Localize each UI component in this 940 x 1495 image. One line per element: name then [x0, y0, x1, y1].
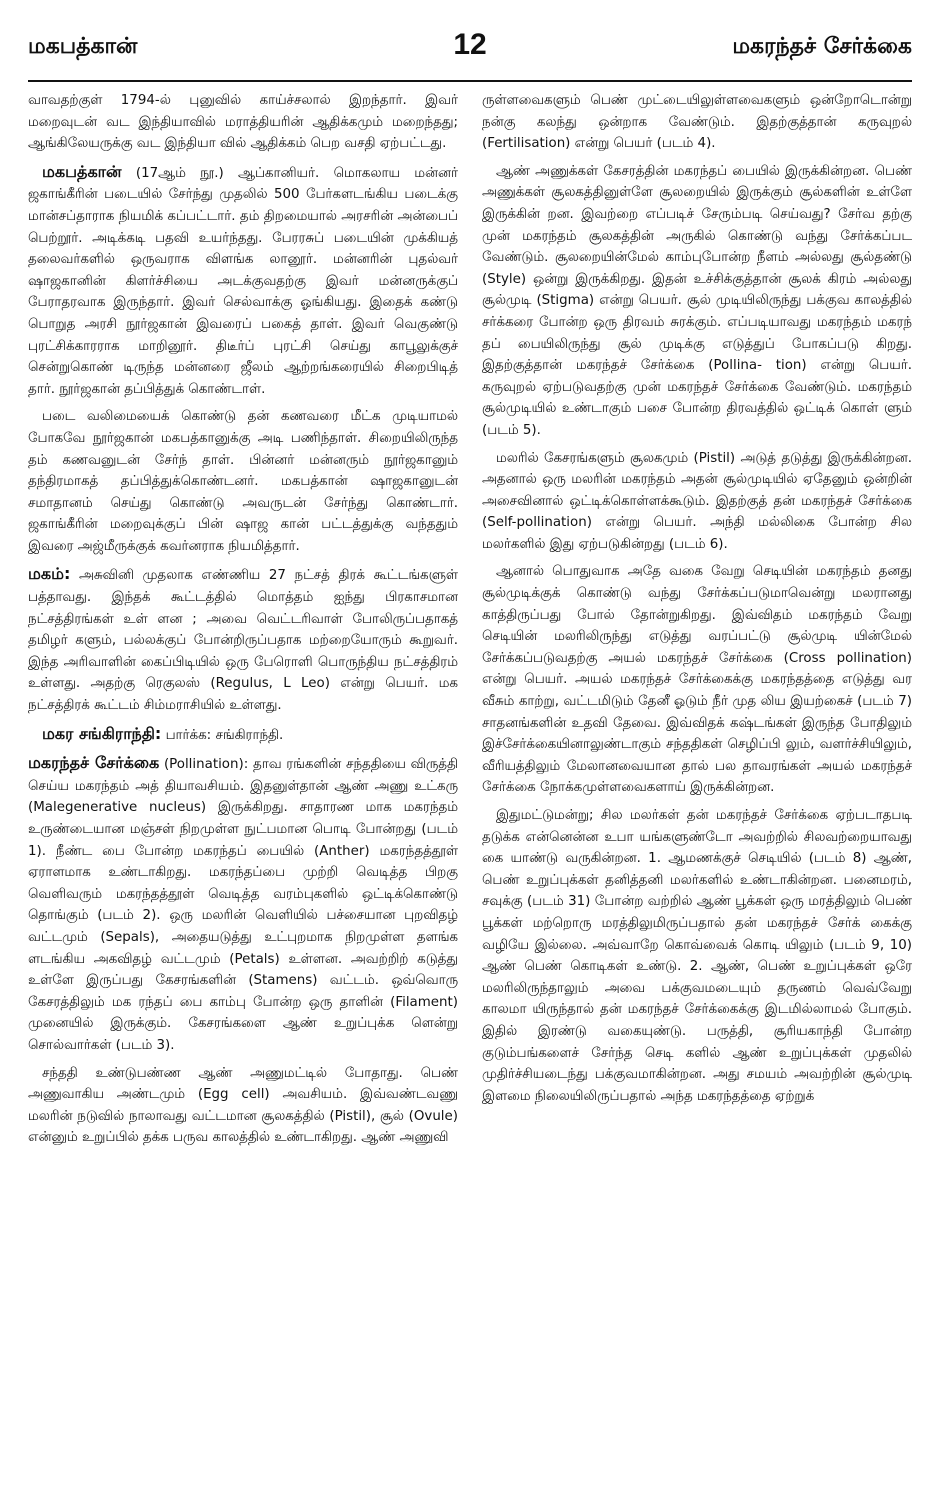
two-column-body — [28, 90, 912, 1480]
entry-makara-sankranti — [28, 723, 458, 747]
page-header — [28, 28, 912, 82]
entry-term: மகரந்தச் சேர்க்கை — [28, 753, 160, 773]
paragraph: படை வலிமையைக் கொண்டு தன் கணவரை மீட்க முடியாமல் போகவே நூர்ஜகான் மகபத்கானுக்கு அடி பணிந்தாள். சிறையிலிருந்த தம் கணவனுடன் சேர்ந் தாள். பின்னர் மன்னரும் நூர்ஜகானும் தந்திரமாகத் தப்பித்துக்கொண்டனர். மகபத்கான் ஷாஜகானுடன் சமாதானம் செய்து கொண்டு அவருடன் சேர்ந்து கொண்டார். ஜகாங்கீரின் மறைவுக்குப் பின் ஷாஜ கான் பட்டத்துக்கு வந்ததும் இவரை அஜ்மீருக்குக் கவர்னராக நியமித்தார். — [28, 409, 458, 554]
right-column — [482, 90, 912, 1480]
cross-reference: பார்க்க: சங்கிராந்தி. — [161, 727, 284, 743]
entry-mahabatkhan — [28, 161, 458, 401]
paragraph: ஆனால் பொதுவாக அதே வகை வேறு செடியின் மகரந்தம் தனது சூல்முடிக்குக் கொண்டு வந்து சேர்க்கப்படுமாவென்று மலரானது காத்திருப்பது போல் தோன்றுகிறது. இவ்விதம் மகரந்தம் வேறு செடியின் மலரிலிருந்து எடுத்து வரப்பட்டு சூல்முடி யின்மேல் சேர்க்கப்படுவதற்கு அயல் மகரந்தச் சேர்க்கை (Cross pollination) என்று பெயர். அயல் மகரந்தச் சேர்க்கைக்கு மகரந்தத்தை எடுத்து வர வீசும் காற்று, வட்டமிடும் தேனீ ஓடும் நீர் முத லிய இயற்கைச் (படம் 7) சாதனங்களின் உதவி தேவை. இவ்விதக் கஷ்டங்கள் இருந்த போதிலும் இச்சேர்க்கையினாலுண்டாகும் சந்ததிகள் செழிப்பி லும், வளர்ச்சியிலும், வீரியத்திலும் மேலானவையான தால் பல தாவரங்கள் அயல் மகரந்தச் சேர்க்கை நோக்கமுள்ளவைகளாய் இருக்கின்றன. — [482, 564, 912, 796]
left-column — [28, 90, 458, 1480]
entry-magam — [28, 563, 458, 716]
paragraph: ருள்ளவைகளும் பெண் முட்டையிலுள்ளவைகளும் ஒன்றோடொன்று நன்கு கலந்து ஒன்றாக வேண்டும். இதற்குத்தான் கருவுறல் (Fertilisation) என்று பெயர் (படம் 4). — [482, 93, 912, 152]
paragraph: சந்ததி உண்டுபண்ண ஆண் அணுமட்டில் போதாது. பெண் அணுவாகிய அண்டமும் (Egg cell) அவசியம். இவ்வண்டவணு மலரின் நடுவில் நாலாவது வட்டமான சூலகத்தில் (Pistil), சூல் (Ovule) என்னும் உறுப்பில் தக்க பருவ காலத்தில் உண்டாகிறது. ஆண் அணுவி — [28, 1065, 458, 1146]
paragraph: மலரில் கேசரங்களும் சூலகமும் (Pistil) அடுத் தடுத்து இருக்கின்றன. அதனால் ஒரு மலரின் மகரந்தம் அதன் சூல்முடியில் ஏதேனும் ஒன்றின் அசைவினால் ஒட்டிக்கொள்ளக்கூடும். இதற்குத் தன் மகரந்தச் சேர்க்கை (Self-pollination) என்று பெயர். அந்தி மல்லிகை போன்ற சில மலர்களில் இது ஏற்படுகின்றது (படம் 6). — [482, 450, 912, 552]
entry-text: (17ஆம் நூ.) ஆப்கானியர். மொகலாய மன்னர் ஜகாங்கீரின் படையில் சேர்ந்து முதலில் 500 பேர்களடங்கிய படைக்கு மான்சப்தாராக நியமிக் கப்பட்டார். தம் திறமையால் அரசரின் அன்பைப் பெற்றூர். அடிக்கடி பதவி உயர்ந்தது. பேரரசுப் படையின் முக்கியத் தலைவர்களில் ஒருவராக விளங்க லானூர். மன்னரின் புதல்வர் ஷாஜகானின் கிளர்ச்சியை அடக்குவதற்கு இவர் மன்னருக்குப் பேராதரவாக இருந்தார். இவர் செல்வாக்கு ஓங்கியது. இதைக் கண்டு பொறுத அரசி நூர்ஜகான் இவரைப் பகைத் தாள். இவர் வெகுண்டு புரட்சிக்காரராக மாறினூர். திடீர்ப் புரட்சி செய்து காபூலுக்குச் சென்றுகொண் டிருந்த மன்னரை ஜீலம் ஆற்றங்கரையில் சிறைபிடித் தார். நூர்ஜகான் தப்பித்துக் கொண்டாள். — [28, 165, 458, 397]
running-head-left: மகபத்கான் — [28, 34, 138, 59]
paragraph: இதுமட்டுமன்று; சில மலர்கள் தன் மகரந்தச் சேர்க்கை ஏற்படாதபடி தடுக்க என்னென்ன உபா யங்களுண்டோ அவற்றில் சிலவற்றையாவது கை யாண்டு வருகின்றன. 1. ஆமணக்குச் செடியில் (படம் 8) ஆண், பெண் உறுப்புக்கள் தனித்தனி மலர்களில் உண்டாகின்றன. பனைமரம், சவுக்கு (படம் 31) போன்ற வற்றில் ஆண் பூக்கள் ஒரு மரத்திலும் பெண் பூக்கள் மற்றொரு மரத்திலுமிருப்பதால் தன் மகரந்தச் சேர்க் கைக்கு வழியே இல்லை. அவ்வாறே கொவ்வைக் கொடி யிலும் (படம் 9, 10) ஆண் பெண் கொடிகள் உண்டு. 2. ஆண், பெண் உறுப்புக்கள் ஒரே மலரிலிருந்தாலும் அவை பக்குவமடையும் தருணம் வெவ்வேறு காலமா யிருந்தால் தன் மகரந்தச் சேர்க்கைக்கு இடமில்லாமல் போகும். இதில் இரண்டு வகையுண்டு. பருத்தி, சூரியகாந்தி போன்ற குடும்பங்களைச் சேர்ந்த செடி களில் ஆண் உறுப்புக்கள் முதலில் முதிர்ச்சியடைந்து பக்குவமாகின்றன. அது சமயம் அவற்றின் சூல்முடி இளமை நிலையிலிருப்பதால் அந்த மகரந்தத்தை ஏற்றுக் — [482, 808, 912, 1104]
entry-term: மகம்: — [28, 564, 71, 584]
page-number: 12 — [453, 28, 487, 61]
entry-term: மகர சங்கிராந்தி: — [42, 723, 162, 743]
entry-text: (Pollination): தாவ ரங்களின் சந்ததியை விருத்தி செய்ய மகரந்தம் அத் தியாவசியம். இதனுள்தான் ஆண் அணு உட்கரு (Malegenerative nucleus) இருக்கிறது. சாதாரண மாக மகரந்தம் உருண்டையான மஞ்சள் நிறமுள்ள நுட்பமான பொடி போன்றது (படம் 1). நீண்ட பை போன்ற மகரந்தப் பையில் (Anther) மகரந்தத்தூள் ஏராளமாக உண்டாகிறது. மகரந்தப்பை முற்றி வெடித்த பிறகு வெளிவரும் மகரந்தத்தூள் வெடித்த வரம்புகளில் ஒட்டிக்கொண்டு தொங்கும் (படம் 2). ஒரு மலரின் வெளியில் பச்சையான புறவிதழ் வட்டமும் (Sepals), அதையடுத்து உட்புறமாக நிறமுள்ள தளங்க ளடங்கிய அகவிதழ் வட்டமும் (Petals) உள்ளன. அவற்றிற் கடுத்து உள்ளே இருப்பது கேசரங்களின் (Stamens) வட்டம். ஒவ்வொரு கேசரத்திலும் மக ரந்தப் பை காம்பு போன்ற ஒரு தாளின் (Filament) முனையில் இருக்கும். கேசரங்களை ஆண் உறுப்புக்க ளென்று சொல்வார்கள் (படம் 3). — [28, 757, 458, 1053]
entry-pollination — [28, 752, 458, 1056]
entry-term: மகபத்கான் — [42, 161, 122, 181]
running-head-right: மகரந்தச் சேர்க்கை — [732, 34, 912, 59]
paragraph: ஆண் அணுக்கள் கேசரத்தின் மகரந்தப் பையில் இருக்கின்றன. பெண் அணுக்கள் சூலகத்தினுள்ளே சூலறையில் இருக்கும் சூல்களின் உள்ளே இருக்கின் றன. இவற்றை எப்படிச் சேரும்படி செய்வது? சேர்வ தற்கு முன் மகரந்தம் சூலகத்தின் அருகில் கொண்டு வந்து சேர்க்கப்பட வேண்டும். சூலறையின்மேல் காம்புபோன்ற நீளம் அல்லது சூல்தண்டு (Style) ஒன்று இருக்கிறது. இதன் உச்சிக்குத்தான் சூலக் கிரம் அல்லது சூல்முடி (Stigma) என்று பெயர். சூல் முடியிலிருந்து பக்குவ காலத்தில் சர்க்கரை போன்ற ஒரு திரவம் சுரக்கும். எப்படியாவது மகரந்தம் மகரந் தப் பையிலிருந்து சூல் முடிக்கு எடுத்துப் போகப்படு கிறது. இதற்குத்தான் மகரந்தச் சேர்க்கை (Pollina- tion) என்று பெயர். கருவுறல் ஏற்படுவதற்கு முன் மகரந்தச் சேர்க்கை வேண்டும். மகரந்தம் சூல்முடியில் உண்டாகும் பசை போன்ற திரவத்தில் ஒட்டிக் கொள் ளும் (படம் 5). — [482, 163, 912, 438]
paragraph: வாவதற்குள் 1794-ல் புனுவில் காய்ச்சலால் இறந்தார். இவர் மறைவுடன் வட இந்தியாவில் மராத்தியரின் ஆதிக்கமும் மறைந்தது; ஆங்கிலேயருக்கு வட இந்தியா வில் ஆதிக்கம் பெற வசதி ஏற்பட்டது. — [28, 93, 458, 152]
entry-text: அசுவினி முதலாக எண்ணிய 27 நட்சத் திரக் கூட்டங்களுள் பத்தாவது. இந்தக் கூட்டத்தில் மொத்தம் ஐந்து பிரகாசமான நட்சத்திரங்கள் உள் ளன ; அவை வெட்டரிவாள் போலிருப்பதாகத் தமிழர் களும், பல்லக்குப் போன்றிருப்பதாக மற்றையோரும் கூறுவர். இந்த அரிவாளின் கைப்பிடியில் ஒரு பேரொளி பொருந்திய நட்சத்திரம் உள்ளது. அதற்கு ரெகுலஸ் (Regulus, L Leo) என்று பெயர். மக நட்சத்திரக் கூட்டம் சிம்மராசியில் உள்ளது. — [28, 568, 458, 714]
